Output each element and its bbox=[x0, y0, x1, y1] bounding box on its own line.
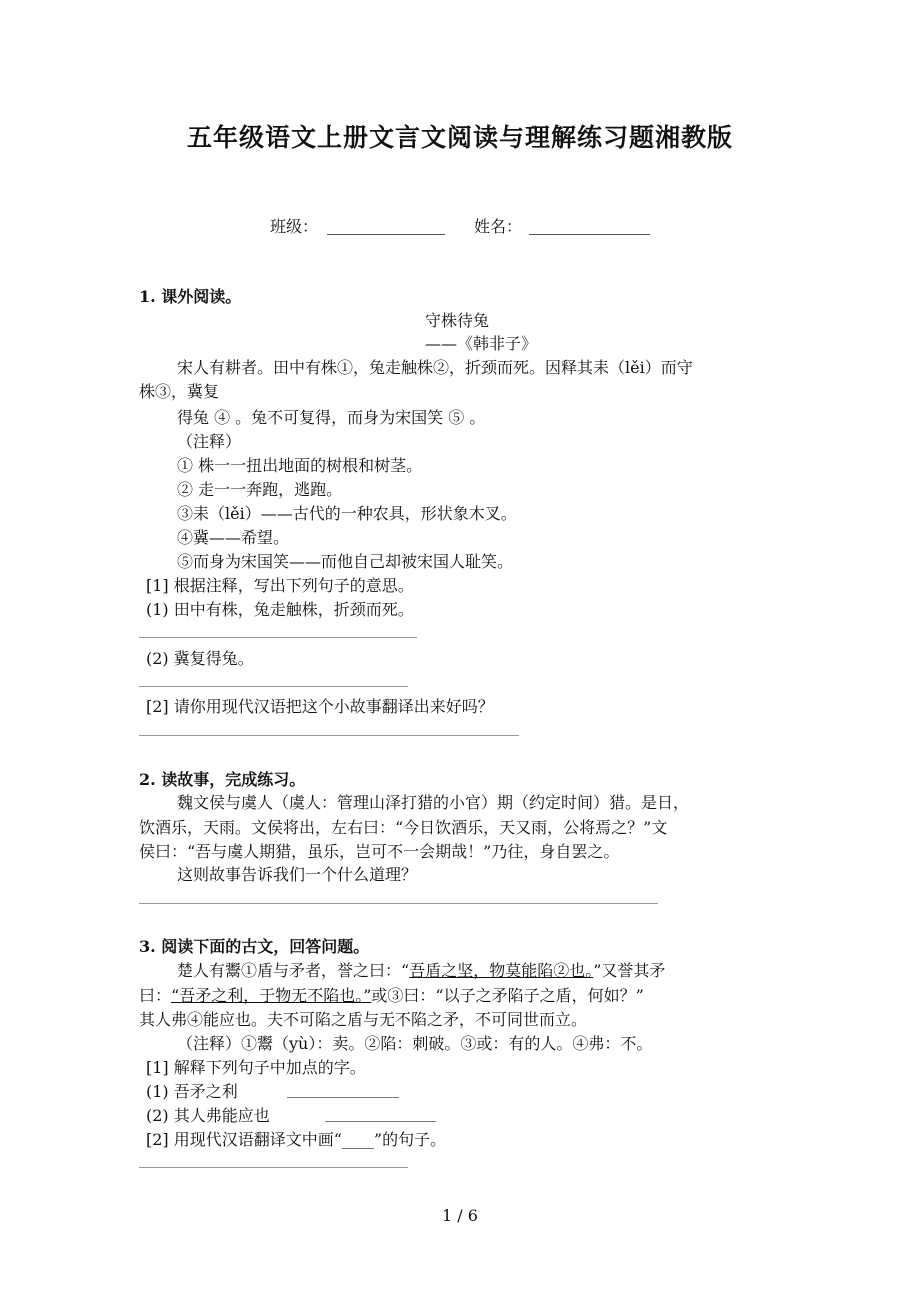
note-item: ④冀——希望。 bbox=[177, 528, 290, 547]
passage-line: 株③，冀复 bbox=[139, 382, 220, 401]
story-title: 守株待兔 bbox=[425, 311, 490, 330]
underlined-sentence: 吾盾之坚，物莫能陷②也。 bbox=[409, 961, 594, 980]
answer-line[interactable] bbox=[139, 637, 417, 638]
sub-question: 这则故事告诉我们一个什么道理？ bbox=[177, 865, 418, 884]
document-title: 五年级语文上册文言文阅读与理解练习题湘教版 bbox=[186, 123, 733, 152]
sub-question-item: (1) 吾矛之利 bbox=[146, 1082, 238, 1101]
passage-line: 饮酒乐，天雨。文侯将出，左右曰：“今日饮酒乐，天又雨，公将焉之？”文 bbox=[139, 818, 668, 837]
answer-line[interactable] bbox=[139, 1167, 408, 1168]
passage-text: ”又誉其矛 bbox=[593, 961, 666, 980]
question-2-heading: 2. 读故事，完成练习。 bbox=[139, 770, 306, 789]
note-item: ③耒（lěi）——古代的一种农具，形状象木叉。 bbox=[177, 504, 517, 523]
underlined-sentence: “吾矛之利，于物无不陷也。” bbox=[171, 986, 372, 1005]
passage-text: 楚人有鬻①盾与矛者，誉之曰：“ bbox=[177, 961, 410, 980]
sub-question-item: (2) 冀复得兔。 bbox=[146, 649, 254, 668]
sub-question-item: (2) 其人弗能应也 bbox=[146, 1106, 270, 1125]
passage-line bbox=[177, 958, 665, 981]
answer-line[interactable] bbox=[139, 903, 658, 904]
sub-question: [1] 解释下列句子中加点的字。 bbox=[146, 1058, 366, 1077]
passage-text: 或③曰：“以子之矛陷子之盾，何如？” bbox=[371, 986, 644, 1005]
question-3-heading: 3. 阅读下面的古文，回答问题。 bbox=[139, 937, 370, 956]
notes-line: （注释）①鬻（yù）：卖。②陷：刺破。③或：有的人。④弗：不。 bbox=[177, 1034, 653, 1053]
answer-blank[interactable] bbox=[325, 1121, 436, 1122]
answer-line[interactable] bbox=[139, 686, 408, 687]
passage-line: 魏文侯与虞人（虞人：管理山泽打猎的小官）期（约定时间）猎。是日， bbox=[177, 793, 690, 812]
answer-line[interactable] bbox=[139, 735, 519, 736]
sub-question: [2] 请你用现代汉语把这个小故事翻译出来好吗？ bbox=[146, 697, 494, 716]
notes-label: （注释） bbox=[177, 432, 242, 451]
answer-blank[interactable] bbox=[287, 1097, 399, 1098]
sub-question-item: (1) 田中有株，兔走触株，折颈而死。 bbox=[146, 600, 414, 619]
passage-line bbox=[139, 983, 644, 1006]
page-number: 1 / 6 bbox=[442, 1206, 478, 1225]
note-item: ② 走一一奔跑，逃跑。 bbox=[177, 480, 343, 499]
question-1-heading: 1. 课外阅读。 bbox=[139, 287, 242, 306]
sub-question: [1] 根据注释，写出下列句子的意思。 bbox=[146, 576, 414, 595]
story-source: ——《韩非子》 bbox=[425, 334, 538, 353]
passage-line: 宋人有耕者。田中有株①，兔走触株②，折颈而死。因释其耒（lěi）而守 bbox=[177, 358, 693, 377]
sub-question: [2] 用现代汉语翻译文中画“____”的句子。 bbox=[146, 1130, 447, 1149]
class-blank[interactable] bbox=[327, 234, 445, 235]
name-blank[interactable] bbox=[529, 234, 650, 235]
passage-line: 得兔 ④ 。兔不可复得，而身为宋国笑 ⑤ 。 bbox=[177, 408, 486, 427]
name-label: 姓名： bbox=[474, 217, 523, 236]
note-item: ① 株一一扭出地面的树根和树茎。 bbox=[177, 456, 423, 475]
passage-line: 其人弗④能应也。夫不可陷之盾与无不陷之矛，不可同世而立。 bbox=[139, 1010, 588, 1029]
note-item: ⑤而身为宋国笑——而他自己却被宋国人耻笑。 bbox=[177, 552, 514, 571]
passage-text: 曰： bbox=[139, 986, 172, 1005]
class-label: 班级： bbox=[270, 217, 319, 236]
passage-line: 侯曰：“吾与虞人期猎，虽乐，岂可不一会期哉！”乃往，身自罢之。 bbox=[139, 842, 620, 861]
